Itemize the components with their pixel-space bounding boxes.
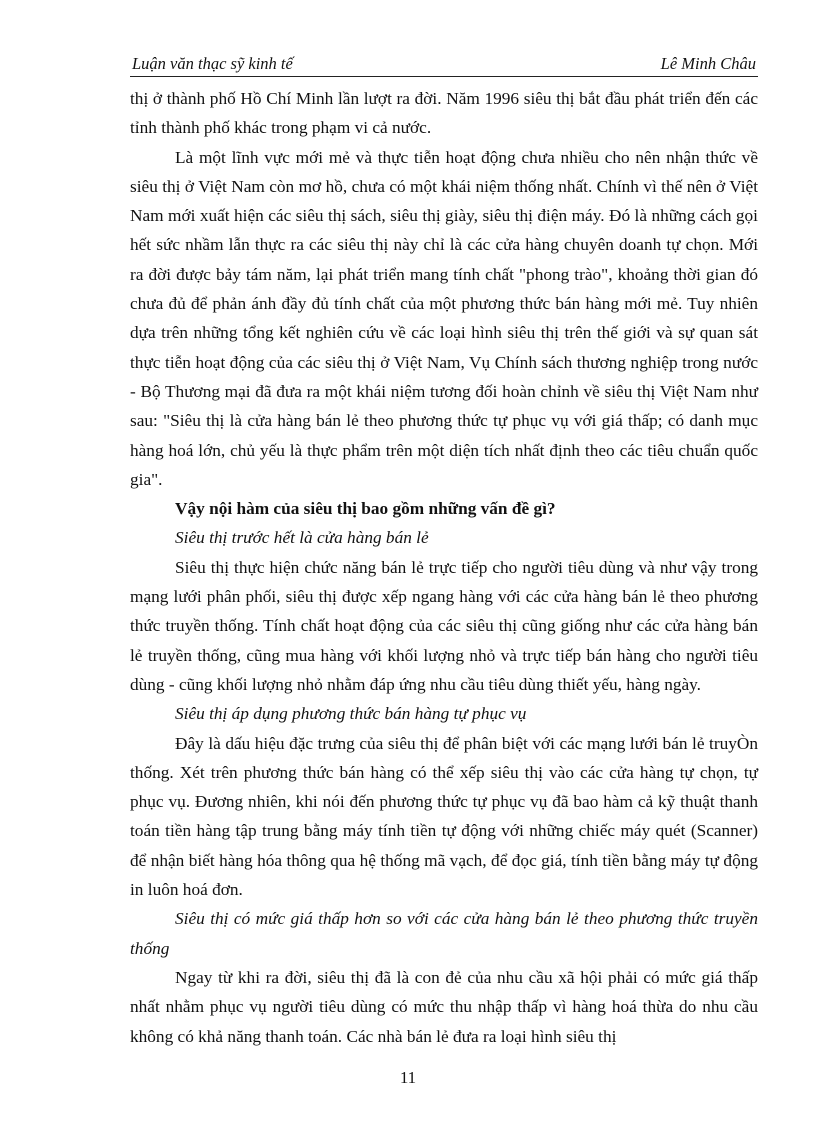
subheading-retail-store: Siêu thị trước hết là cửa hàng bán lẻ (175, 528, 429, 548)
paragraph-continuation: thị ở thành phố Hồ Chí Minh lần lượt ra đời. Năm 1996 siêu thị bắt đầu phát triển đến các tỉnh thành phố khác trong phạm vi cả nước. (130, 89, 758, 138)
subheading-self-service: Siêu thị áp dụng phương thức bán hàng tự phục vụ (175, 704, 527, 724)
subheading-low-price: Siêu thị có mức giá thấp hơn so với các cửa hàng bán lẻ theo phương thức truyền thống (130, 909, 758, 958)
header-author: Lê Minh Châu (660, 54, 756, 73)
paragraph-retail: Siêu thị thực hiện chức năng bán lẻ trực tiếp cho người tiêu dùng và như vậy trong mạng lưới phân phối, siêu thị được xếp ngang hàng với các cửa hàng bán lẻ theo phương thức truyền thống. Tính chất hoạt động của các siêu thị cũng giống như các cửa hàng bán lẻ truyền thống, cũng mua hàng với khối lượng nhỏ và trực tiếp bán hàng cho người tiêu dùng - cũng khối lượng nhỏ nhằm đáp ứng nhu cầu tiêu dùng thiết yếu, hàng ngày. (130, 557, 758, 694)
body-text (130, 84, 758, 1051)
page-number: 11 (399, 1068, 417, 1087)
paragraph-self-service: Đây là dấu hiệu đặc trưng của siêu thị để phân biệt với các mạng lưới bán lẻ truyÒn thống. Xét trên phương thức bán hàng có thể xếp siêu thị vào các cửa hàng tự chọn, tự phục vụ. Đương nhiên, khi nói đến phương thức tự phục vụ đã bao hàm cả kỹ thuật thanh toán tiền hàng tập trung bằng máy tính tiền tự động với những chiếc máy quét (Scanner) để nhận biết hàng hóa thông qua hệ thống mã vạch, để đọc giá, tính tiền bằng máy tự động in luôn hoá đơn. (130, 733, 758, 900)
paragraph-definition: Là một lĩnh vực mới mẻ và thực tiễn hoạt động chưa nhiều cho nên nhận thức về siêu thị ở Việt Nam còn mơ hồ, chưa có một khái niệm thống nhất. Chính vì thế nên ở Việt Nam mới xuất hiện các siêu thị sách, siêu thị giày, siêu thị điện máy. Đó là những cách gọi hết sức nhầm lẫn thực ra các siêu thị này chỉ là các cửa hàng chuyên doanh tự chọn. Mới ra đời được bảy tám năm, lại phát triển mang tính chất "phong trào", khoảng thời gian đó chưa đủ để phản ánh đầy đủ tính chất của một phương thức bán hàng mới mẻ. Tuy nhiên dựa trên những tổng kết nghiên cứu về các loại hình siêu thị trên thế giới và sự quan sát thực tiễn hoạt động của các siêu thị ở Việt Nam, Vụ Chính sách thương nghiệp trong nước - Bộ Thương mại đã đưa ra một khái niệm tương đối hoàn chỉnh về siêu thị Việt Nam như sau: "Siêu thị là cửa hàng bán lẻ theo phương thức tự phục vụ với giá thấp; có danh mục hàng hoá lớn, chủ yếu là thực phẩm trên một diện tích nhất định theo các tiêu chuẩn quốc gia". (130, 147, 758, 489)
running-header (130, 54, 758, 77)
header-thesis-title: Luận văn thạc sỹ kinh tế (132, 54, 293, 73)
paragraph-low-price: Ngay từ khi ra đời, siêu thị đã là con đẻ của nhu cầu xã hội phải có mức giá thấp nhất nhằm phục vụ người tiêu dùng có mức thu nhập thấp vì hàng hoá thừa do nhu cầu không có khả năng thanh toán. Các nhà bán lẻ đưa ra loại hình siêu thị (130, 967, 758, 1046)
section-question: Vậy nội hàm của siêu thị bao gồm những vấn đề gì? (175, 499, 556, 519)
